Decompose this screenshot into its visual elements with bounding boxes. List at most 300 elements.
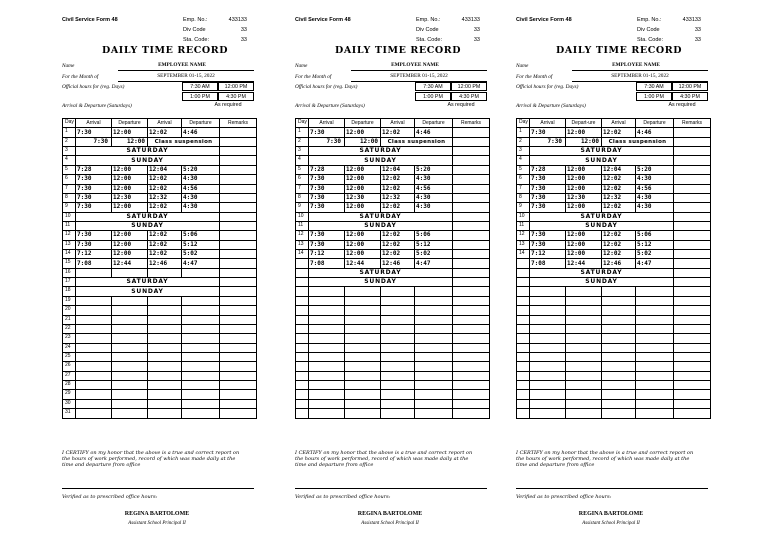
pm-departure-cell: 4:30 (415, 193, 453, 202)
day-cell (296, 268, 309, 277)
pm-departure-cell (636, 409, 674, 418)
pm-arrival-cell (381, 306, 415, 315)
remarks-cell (453, 352, 490, 361)
table-row (63, 240, 257, 249)
table-row (63, 193, 257, 202)
table-row (517, 231, 711, 240)
day-cell: 4 (296, 156, 309, 165)
weekend-label: SATURDAY (530, 268, 674, 277)
am-departure-cell (112, 343, 148, 352)
verified-label: Verified as to prescribed office hours: (295, 494, 391, 500)
am-arrival-cell (530, 287, 566, 296)
am-arrival-cell: 7:08 (530, 259, 566, 268)
day-cell: 8 (296, 193, 309, 202)
day-cell (296, 343, 309, 352)
am-departure-cell (112, 399, 148, 408)
am-arrival-cell (309, 390, 345, 399)
pm-departure-cell: 4:30 (415, 203, 453, 212)
am-departure-cell (112, 409, 148, 418)
day-cell: 9 (63, 203, 76, 212)
form-name: Civil Service Form 48 (62, 17, 118, 23)
table-row (63, 390, 257, 399)
dtr-sheet-3 (516, 0, 756, 543)
am-departure-cell: 12:00 (566, 128, 602, 137)
remarks-cell (453, 193, 490, 202)
column-header-3: Arrival (381, 119, 415, 128)
remarks-cell (674, 156, 711, 165)
pm-departure-cell: 4:30 (182, 193, 220, 202)
name-underline (351, 70, 487, 71)
name-label: Name (62, 63, 75, 69)
remarks-cell (220, 193, 257, 202)
remarks-cell (453, 240, 490, 249)
weekend-label: SATURDAY (309, 147, 453, 156)
am-departure-cell: 12:44 (345, 259, 381, 268)
weekend-label: SUNDAY (309, 278, 453, 287)
dtr-table (516, 118, 711, 419)
employee-signature-line (516, 488, 708, 489)
remarks-cell (674, 165, 711, 174)
am-departure-cell (345, 371, 381, 380)
day-cell: 9 (517, 203, 530, 212)
day-cell (517, 334, 530, 343)
am-departure-cell: 12:00 (345, 203, 381, 212)
table-row (296, 343, 490, 352)
remarks-cell (220, 156, 257, 165)
remarks-cell (453, 390, 490, 399)
pm-departure-cell: 5:02 (182, 250, 220, 259)
am-departure-cell: 12:00 (566, 250, 602, 259)
official-hours-label: Official hours for (reg. Days) (295, 84, 358, 90)
day-cell: 11 (63, 221, 76, 230)
day-cell (517, 268, 530, 277)
employee-name: EMPLOYEE NAME (612, 62, 660, 68)
am-arrival-cell: 7:30 (530, 128, 566, 137)
pm-departure-cell: 4:30 (636, 203, 674, 212)
column-header-1: Arrival (76, 119, 112, 128)
table-row (63, 324, 257, 333)
certification-text: I CERTIFY on my honor that the above is a true and correct report on the hours of work performed, record of which was made daily at the time and departure from office (516, 450, 694, 468)
weekend-label: SATURDAY (76, 147, 220, 156)
day-cell (517, 362, 530, 371)
am-departure-cell: 12:00 (112, 240, 148, 249)
remarks-cell (453, 212, 490, 221)
pm-departure-cell: 5:20 (636, 165, 674, 174)
am-departure-cell (112, 296, 148, 305)
pm-departure-cell: 5:02 (636, 250, 674, 259)
table-row (63, 147, 257, 156)
form-name: Civil Service Form 48 (295, 17, 351, 23)
day-cell: 5 (517, 165, 530, 174)
pm-arrival-cell (148, 306, 182, 315)
am-arrival-cell (530, 324, 566, 333)
page-title: DAILY TIME RECORD (102, 45, 229, 56)
pm-arrival-cell (381, 296, 415, 305)
am-departure-cell (566, 296, 602, 305)
table-row (517, 390, 711, 399)
pm-arrival-cell (602, 399, 636, 408)
am-departure-cell: 12:30 (112, 193, 148, 202)
column-header-2: Departure (345, 119, 381, 128)
weekend-label: SUNDAY (309, 156, 453, 165)
remarks-cell (220, 381, 257, 390)
day-cell (296, 399, 309, 408)
pm-departure-cell (636, 315, 674, 324)
table-row (517, 362, 711, 371)
pm-departure-cell (415, 409, 453, 418)
pm-departure-cell (415, 362, 453, 371)
pm-departure-cell: 4:47 (182, 259, 220, 268)
table-row (517, 147, 711, 156)
am-departure-cell (345, 296, 381, 305)
day-cell: 6 (517, 175, 530, 184)
remarks-cell (220, 165, 257, 174)
day-cell: 3 (296, 147, 309, 156)
name-label: Name (295, 63, 308, 69)
am-arrival-cell (309, 362, 345, 371)
sta-code-label: Sta. Code: (183, 37, 209, 43)
remarks-cell (674, 390, 711, 399)
table-row (63, 212, 257, 221)
official-hours-label: Official hours for (reg. Days) (516, 84, 579, 90)
pm-arrival-cell (602, 371, 636, 380)
remarks-cell (453, 128, 490, 137)
remarks-cell (220, 184, 257, 193)
am-arrival-cell (76, 381, 112, 390)
pm-arrival-cell: 12:04 (381, 165, 415, 174)
table-row (517, 259, 711, 268)
table-row (296, 184, 490, 193)
am-departure-cell: 12:00 (345, 184, 381, 193)
pm-arrival-cell: 12:02 (602, 203, 636, 212)
pm-departure-cell: 5:20 (415, 165, 453, 174)
am-departure-cell: 12:44 (566, 259, 602, 268)
am-departure-cell (566, 315, 602, 324)
remarks-cell (674, 147, 711, 156)
column-header-4: Departure (415, 119, 453, 128)
pm-departure-cell (636, 390, 674, 399)
table-row (296, 259, 490, 268)
pm-arrival-cell: 12:02 (602, 175, 636, 184)
remarks-cell (453, 221, 490, 230)
table-row (296, 399, 490, 408)
column-header-5: Remarks (220, 119, 257, 128)
pm-departure-cell (636, 287, 674, 296)
table-row (63, 334, 257, 343)
am-in-box: 7:30 AM (182, 82, 218, 91)
am-departure-cell (345, 399, 381, 408)
table-header-row (517, 119, 711, 128)
day-cell: 10 (63, 212, 76, 221)
remarks-cell (674, 212, 711, 221)
day-cell: 1 (296, 128, 309, 137)
remarks-cell (220, 203, 257, 212)
pm-arrival-cell (148, 268, 182, 277)
pm-departure-cell (415, 390, 453, 399)
am-departure-cell (566, 362, 602, 371)
month-value: SEPTEMBER 01-15, 2022 (611, 73, 669, 79)
remarks-cell (220, 409, 257, 418)
pm-in-box: 1:00 PM (415, 92, 451, 101)
table-row (63, 268, 257, 277)
table-row (296, 221, 490, 230)
dtr-table (295, 118, 490, 419)
weekend-label: SATURDAY (309, 212, 453, 221)
weekend-label: SATURDAY (309, 268, 453, 277)
pm-departure-cell: 5:12 (415, 240, 453, 249)
pm-departure-cell (636, 306, 674, 315)
pm-departure-cell (182, 324, 220, 333)
column-header-5: Remarks (453, 119, 490, 128)
certification-text: I CERTIFY on my honor that the above is a true and correct report on the hours of work performed, record of which was made daily at the time and departure from office (295, 450, 473, 468)
pm-departure-cell (636, 324, 674, 333)
table-row (63, 259, 257, 268)
am-arrival-cell (309, 343, 345, 352)
pm-departure-cell (636, 371, 674, 380)
pm-departure-cell: 5:06 (182, 231, 220, 240)
pm-arrival-cell: 12:02 (381, 203, 415, 212)
pm-arrival-cell: 12:46 (381, 259, 415, 268)
table-row (296, 324, 490, 333)
am-departure-cell (566, 343, 602, 352)
table-row (517, 240, 711, 249)
emp-no-value: 433133 (461, 17, 480, 23)
am-arrival-cell: 7:30 (530, 175, 566, 184)
table-row (296, 334, 490, 343)
table-row (296, 409, 490, 418)
employee-signature-line (295, 488, 487, 489)
table-row (517, 175, 711, 184)
am-departure-cell (345, 343, 381, 352)
pm-out-box: 4:30 PM (218, 92, 254, 101)
am-departure-cell (345, 287, 381, 296)
pm-arrival-cell (381, 390, 415, 399)
pm-departure-cell: 4:56 (636, 184, 674, 193)
verified-label: Verified as to prescribed office hours: (62, 494, 158, 500)
am-departure-cell: 12:00 (566, 240, 602, 249)
am-arrival-cell: 7:12 (76, 250, 112, 259)
am-arrival-cell (530, 399, 566, 408)
day-cell (296, 324, 309, 333)
table-row (517, 278, 711, 287)
employee-name: EMPLOYEE NAME (158, 62, 206, 68)
am-departure-cell: 12:30 (345, 193, 381, 202)
pm-arrival-cell (148, 399, 182, 408)
pm-departure-cell: 4:46 (182, 128, 220, 137)
pm-departure-cell (182, 296, 220, 305)
day-cell: 10 (517, 212, 530, 221)
am-departure-cell (566, 324, 602, 333)
day-cell: 24 (63, 343, 76, 352)
am-arrival-cell (309, 352, 345, 361)
remarks-cell (453, 315, 490, 324)
signatory-name: REGINA BARTOLOME (578, 511, 644, 517)
am-arrival-cell (309, 315, 345, 324)
table-row (296, 287, 490, 296)
table-row (296, 193, 490, 202)
am-arrival-cell: 7:30 (309, 128, 345, 137)
dtr-sheet-2 (295, 0, 535, 543)
table-row (517, 381, 711, 390)
pm-departure-cell (415, 381, 453, 390)
am-departure-cell (566, 306, 602, 315)
pm-departure-cell: 5:02 (415, 250, 453, 259)
day-cell (296, 278, 309, 287)
day-cell (517, 390, 530, 399)
day-cell (296, 334, 309, 343)
pm-arrival-cell: 12:02 (602, 240, 636, 249)
table-row (63, 128, 257, 137)
day-cell: 8 (517, 193, 530, 202)
pm-departure-cell: 4:47 (636, 259, 674, 268)
remarks-cell (220, 343, 257, 352)
pm-arrival-cell (148, 324, 182, 333)
am-departure-cell: 12:00 (345, 175, 381, 184)
pm-in-box: 1:00 PM (636, 92, 672, 101)
pm-in-box: 1:00 PM (182, 92, 218, 101)
pm-arrival-cell (602, 352, 636, 361)
am-departure-cell: 12:00 (345, 128, 381, 137)
pm-departure-cell (415, 352, 453, 361)
am-departure-cell: 12:00 (566, 203, 602, 212)
pm-departure-cell (182, 390, 220, 399)
day-cell: 17 (63, 278, 76, 287)
column-header-5: Remarks (674, 119, 711, 128)
pm-departure-cell (182, 334, 220, 343)
am-arrival-cell: 7:30 (76, 184, 112, 193)
remarks-cell (674, 231, 711, 240)
remarks-cell (453, 343, 490, 352)
table-row (296, 306, 490, 315)
pm-departure-cell: 4:56 (415, 184, 453, 193)
day-cell (517, 381, 530, 390)
am-departure-cell (345, 362, 381, 371)
remarks-cell (674, 371, 711, 380)
pm-arrival-cell (148, 371, 182, 380)
month-label: For the Month of (516, 74, 553, 80)
remarks-cell (674, 250, 711, 259)
day-cell (296, 306, 309, 315)
am-arrival-cell (309, 334, 345, 343)
table-row (63, 287, 257, 296)
remarks-cell (674, 399, 711, 408)
am-arrival-cell: 7:30 (76, 137, 112, 146)
am-arrival-cell: 7:30 (76, 203, 112, 212)
remarks-cell (453, 231, 490, 240)
remarks-cell (674, 278, 711, 287)
am-arrival-cell: 7:30 (309, 240, 345, 249)
day-cell: 14 (63, 250, 76, 259)
pm-departure-cell (182, 371, 220, 380)
table-row (63, 156, 257, 165)
remarks-cell (453, 306, 490, 315)
pm-departure-cell (182, 362, 220, 371)
table-row (296, 137, 490, 146)
weekend-label: SATURDAY (530, 212, 674, 221)
table-row (296, 128, 490, 137)
am-departure-cell: 12:00 (112, 231, 148, 240)
pm-arrival-cell: 12:02 (381, 175, 415, 184)
am-departure-cell: 12:00 (112, 137, 148, 146)
pm-arrival-cell: 12:46 (148, 259, 182, 268)
table-row (296, 268, 490, 277)
table-row (296, 381, 490, 390)
day-cell: 12 (296, 231, 309, 240)
remarks-cell (220, 212, 257, 221)
table-row (296, 212, 490, 221)
am-departure-cell: 12:00 (112, 184, 148, 193)
name-underline (572, 70, 708, 71)
am-departure-cell (345, 315, 381, 324)
pm-arrival-cell (602, 315, 636, 324)
remarks-cell (453, 296, 490, 305)
table-row (296, 296, 490, 305)
am-arrival-cell (530, 334, 566, 343)
pm-arrival-cell (148, 381, 182, 390)
pm-arrival-cell: 12:02 (602, 231, 636, 240)
pm-arrival-cell (381, 371, 415, 380)
remark-note: Class suspension (148, 137, 220, 146)
employee-name: EMPLOYEE NAME (391, 62, 439, 68)
weekend-label: SUNDAY (309, 221, 453, 230)
am-arrival-cell (530, 362, 566, 371)
am-arrival-cell (530, 343, 566, 352)
day-cell (517, 399, 530, 408)
am-arrival-cell (76, 399, 112, 408)
am-arrival-cell: 7:30 (530, 184, 566, 193)
table-row (296, 147, 490, 156)
pm-departure-cell: 4:30 (636, 193, 674, 202)
pm-arrival-cell (381, 381, 415, 390)
day-cell (296, 287, 309, 296)
remark-note: Class suspension (602, 137, 674, 146)
remarks-cell (453, 137, 490, 146)
am-departure-cell (112, 315, 148, 324)
remarks-cell (220, 259, 257, 268)
day-cell: 31 (63, 409, 76, 418)
table-row (63, 137, 257, 146)
weekend-label: SUNDAY (530, 278, 674, 287)
remarks-cell (220, 324, 257, 333)
div-code-value: 33 (240, 27, 247, 33)
column-header-3: Arrival (602, 119, 636, 128)
am-arrival-cell (76, 334, 112, 343)
am-departure-cell: 12:00 (566, 231, 602, 240)
pm-arrival-cell (602, 324, 636, 333)
am-departure-cell (112, 362, 148, 371)
month-label: For the Month of (295, 74, 332, 80)
pm-departure-cell (415, 343, 453, 352)
am-arrival-cell (530, 409, 566, 418)
day-cell: 7 (63, 184, 76, 193)
day-cell (517, 343, 530, 352)
table-row (63, 352, 257, 361)
employee-signature-line (62, 488, 254, 489)
remarks-cell (453, 147, 490, 156)
am-out-box: 12:00 PM (218, 82, 254, 91)
pm-arrival-cell: 12:02 (148, 203, 182, 212)
table-row (517, 315, 711, 324)
pm-arrival-cell: 12:04 (148, 165, 182, 174)
am-arrival-cell (76, 343, 112, 352)
day-cell: 10 (296, 212, 309, 221)
table-row (63, 343, 257, 352)
page-title: DAILY TIME RECORD (335, 45, 462, 56)
am-arrival-cell (309, 381, 345, 390)
day-cell: 29 (63, 390, 76, 399)
pm-arrival-cell (148, 409, 182, 418)
remarks-cell (220, 371, 257, 380)
